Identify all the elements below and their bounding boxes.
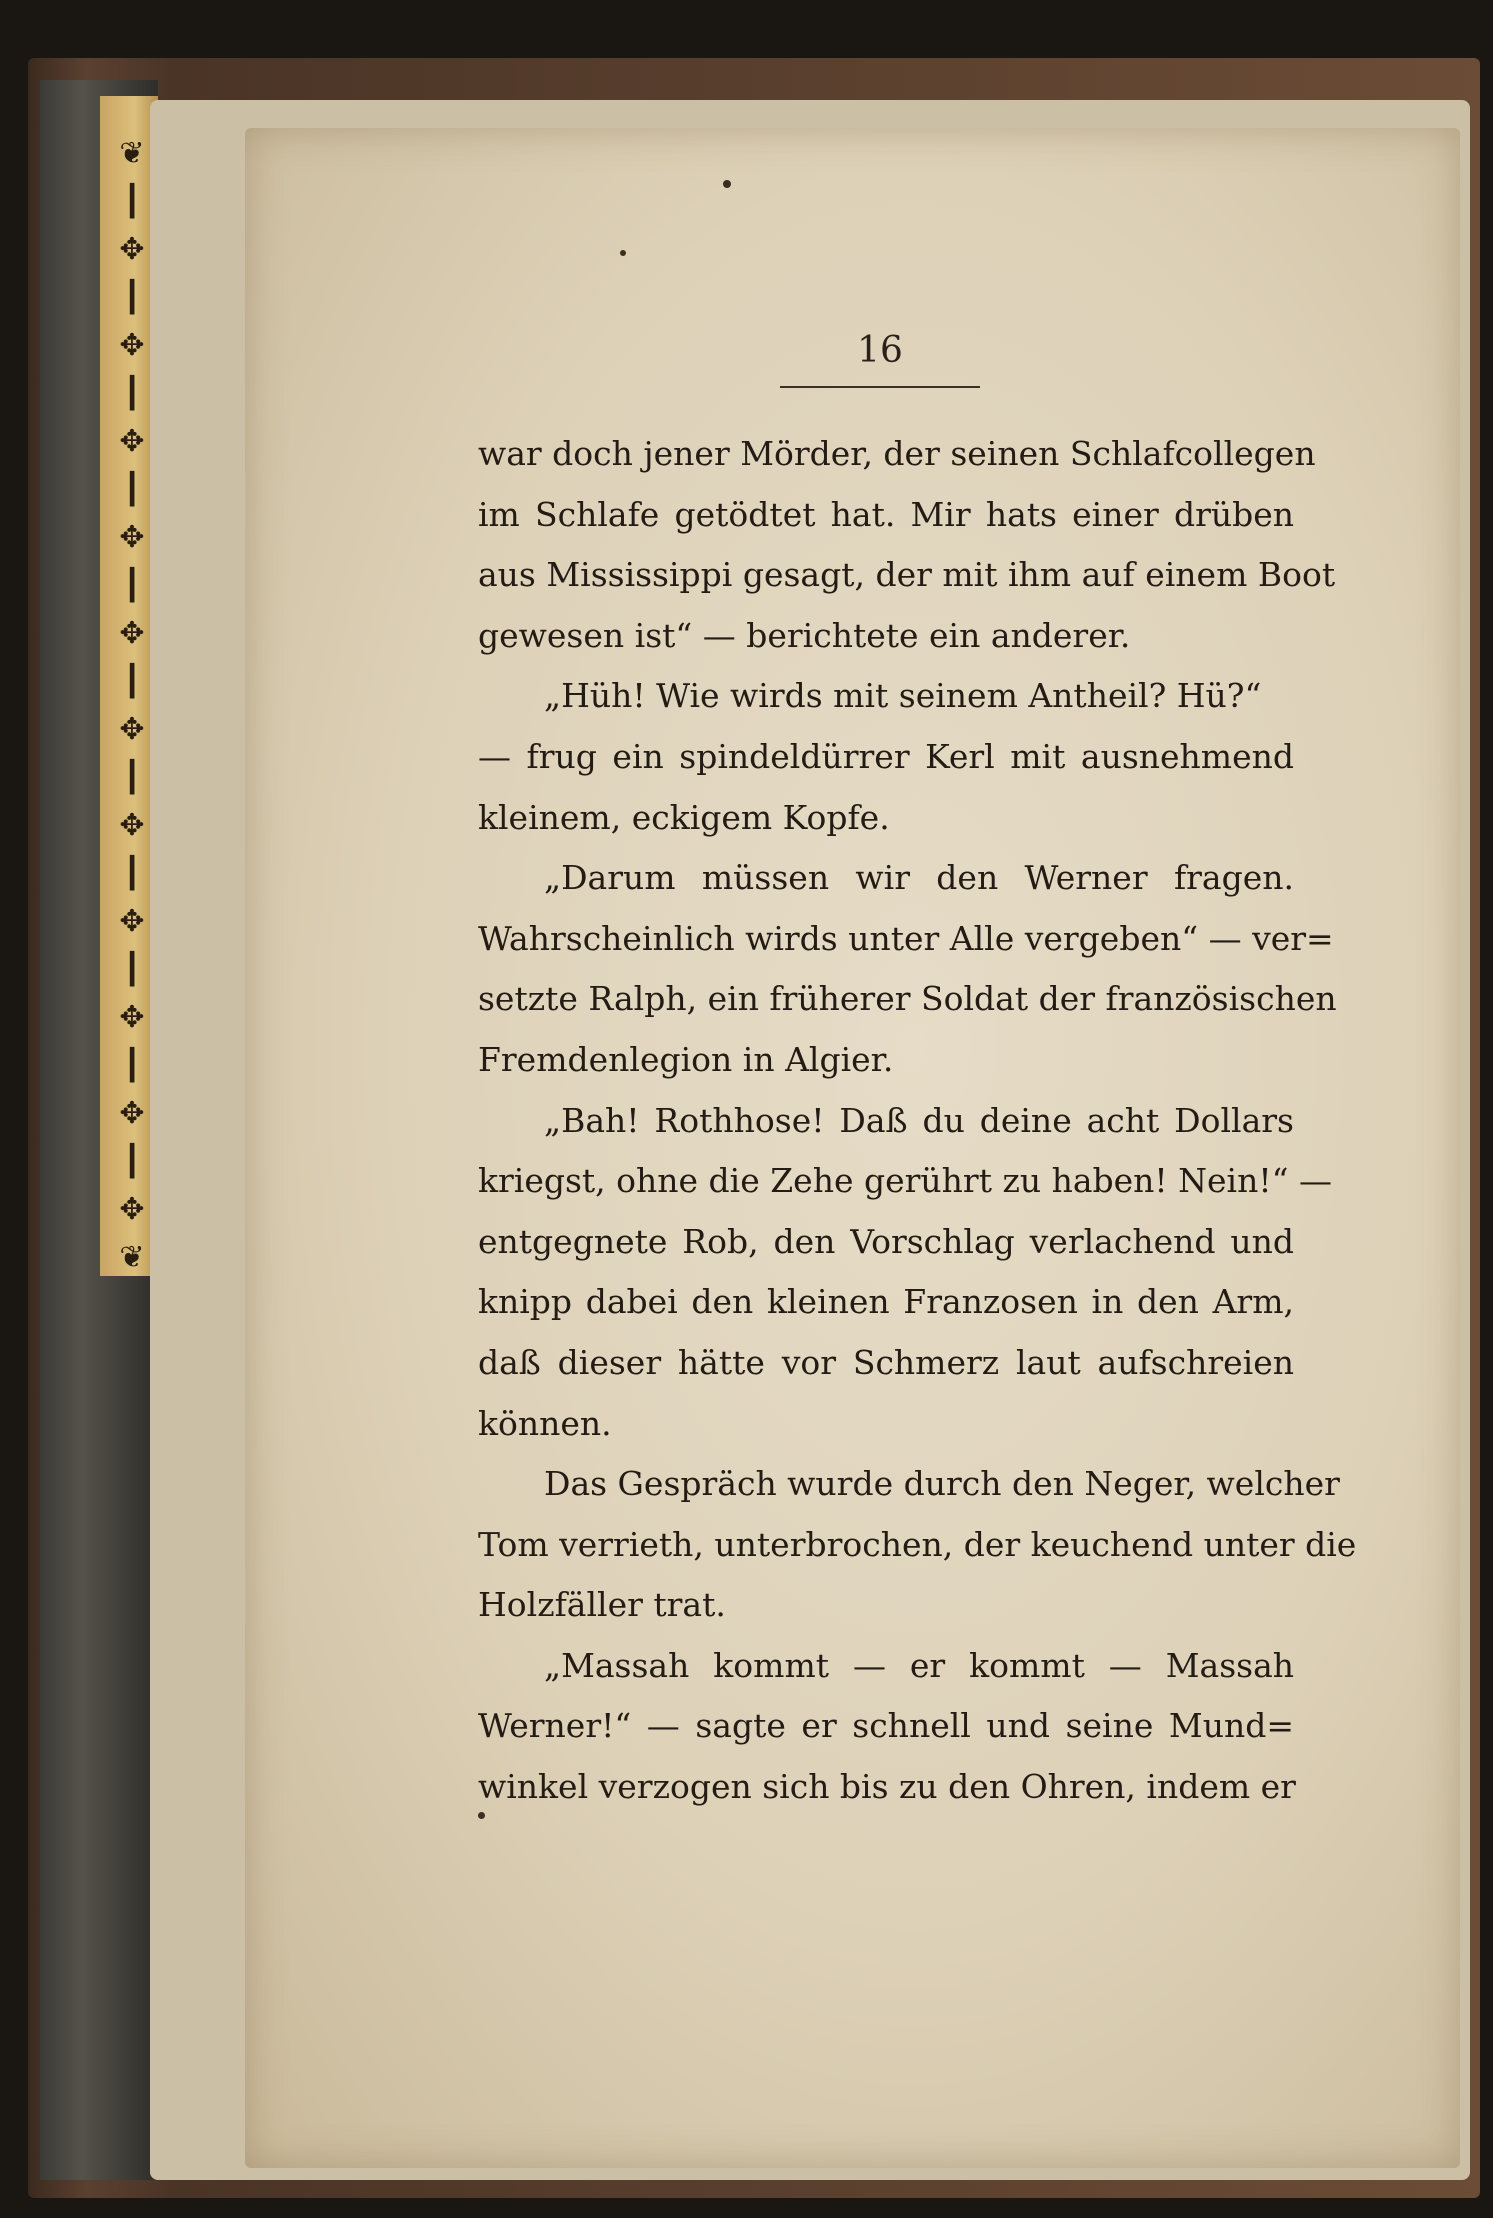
text-line: aus Mississippi gesagt, der mit ihm auf einem Boot	[478, 555, 1336, 595]
text-line: knipp dabei den kleinen Franzosen in den Arm,	[478, 1282, 1294, 1322]
text-line: — frug ein spindeldürrer Kerl mit ausnehmend	[478, 736, 1294, 776]
text-line: Holzfäller trat.	[478, 1585, 726, 1625]
text-line: setzte Ralph, ein früherer Soldat der französischen	[478, 979, 1337, 1019]
text-line: Wahrscheinlich wirds unter Alle vergeben“ — ver=	[478, 918, 1334, 958]
text-line: können.	[478, 1403, 612, 1443]
text-line: kleinem, eckigem Kopfe.	[478, 797, 890, 837]
paper-speck	[620, 250, 626, 256]
paper-speck	[723, 180, 731, 188]
text-line: gewesen ist“ — berichtete ein anderer.	[478, 615, 1131, 655]
text-line: entgegnete Rob, den Vorschlag verlachend und	[478, 1221, 1294, 1261]
text-line: winkel verzogen sich bis zu den Ohren, indem er	[478, 1767, 1296, 1807]
header-rule	[780, 386, 980, 388]
text-line: Tom verrieth, unterbrochen, der keuchend unter die	[478, 1524, 1357, 1564]
text-line: kriegst, ohne die Zehe gerührt zu haben! Nein!“ —	[478, 1161, 1332, 1201]
text-line: „Darum müssen wir den Werner fragen.	[544, 858, 1294, 898]
text-line: Werner!“ — sagte er schnell und seine Mund=	[478, 1706, 1294, 1746]
text-line: „Bah! Rothhose! Daß du deine acht Dollars	[544, 1100, 1294, 1140]
text-line: Das Gespräch wurde durch den Neger, welcher	[544, 1464, 1340, 1504]
text-line: „Massah kommt — er kommt — Massah	[544, 1645, 1294, 1685]
text-line: Fremdenlegion in Algier.	[478, 1039, 894, 1079]
text-line: „Hüh! Wie wirds mit seinem Antheil? Hü?“	[544, 676, 1262, 716]
text-line: war doch jener Mörder, der seinen Schlafcollegen	[478, 434, 1316, 473]
page-number: 16	[857, 330, 903, 371]
endpaper-ornament: ❦ ┃ ✥ ┃ ✥ ┃ ✥ ┃ ✥ ┃ ✥ ┃ ✥ ┃ ✥ ┃ ✥ ┃ ✥ ┃ ✥ ┃ ✥ ❦	[119, 136, 145, 1275]
text-line: im Schlafe getödtet hat. Mir hats einer drüben	[478, 494, 1294, 534]
page-text	[478, 424, 1357, 1818]
text-line: daß dieser hätte vor Schmerz laut aufschreien	[478, 1342, 1294, 1382]
